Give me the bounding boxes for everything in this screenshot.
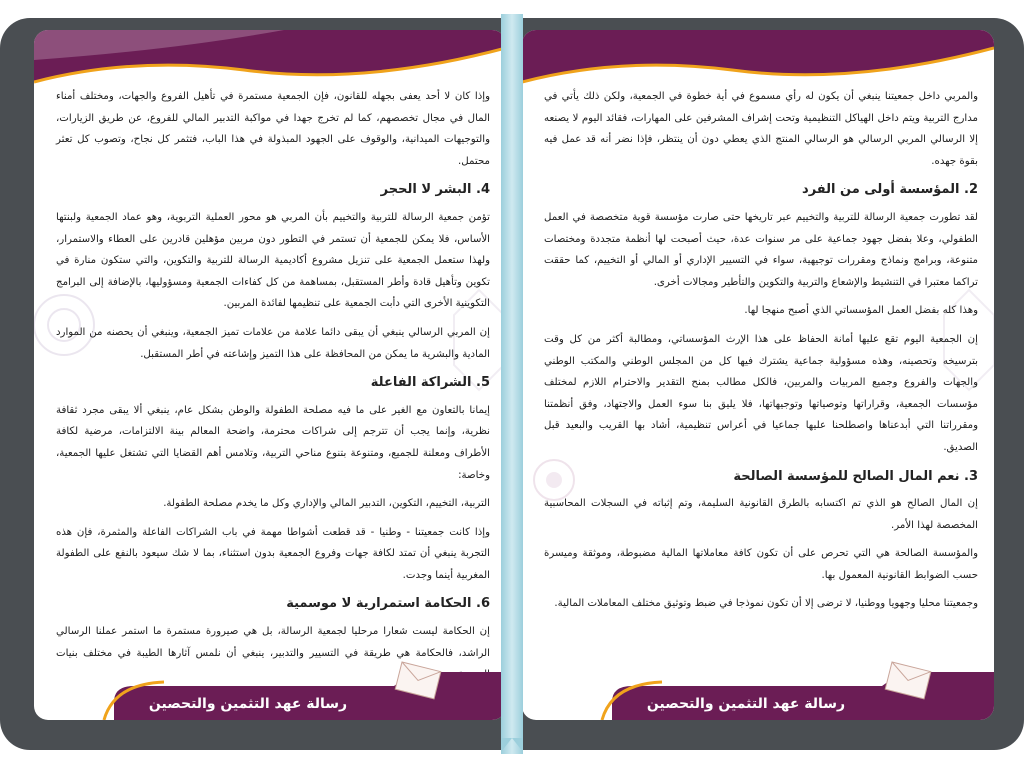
section-heading: 6. الحكامة استمرارية لا موسمية xyxy=(286,596,490,612)
left-page-text xyxy=(56,86,490,693)
top-decoration xyxy=(34,30,506,92)
bookmark-ribbon-tail xyxy=(501,738,523,752)
paragraph: لقد تطورت جمعية الرسالة للتربية والتخييم عبر تاريخها حتى صارت مؤسسة قوية متخصصة في العمل الطفولي، وعلا بفضل جهود جماعية على مر سنوات عدة، حيث أصبحت لها أنظمة متجددة ومختصات متنوعة، وبرامج ونماذج ومقررات توجيهية، سواء في التسيير الإداري أو المالي أو التخييم، كما حققت تراكما معتبرا في التنشيط والإشعاع والتربية والتكوين والتأطير ومجالات أخرى. xyxy=(544,211,978,288)
paragraph: والمؤسسة الصالحة هي التي تحرص على أن تكون كافة معاملاتها المالية مضبوطة، وموثقة وميسرة حسب الضوابط القانونية المعمول بها. xyxy=(544,548,978,581)
section-heading: 5. الشراكة الفاعلة xyxy=(370,375,490,391)
right-page xyxy=(522,30,994,720)
paragraph: وإذا كان لا أحد يعفى بجهله للقانون، فإن الجمعية مستمرة في تأهيل الفروع والجهات، ومختلف أمناء المال في مجال تخصصهم، كما لم تخرج جهدا في مواكبة التدبير المالي للفروع، عن طريق الزيارات، والتوجيهات الميدانية، والوقوف على الجهود المبذولة في هذا الباب، فتثمر كل نجاح، وتصوب كل تعثر محتمل. xyxy=(56,91,490,167)
section-heading: 2. المؤسسة أولى من الفرد xyxy=(802,182,978,198)
paragraph: وجمعيتنا محليا وجهويا ووطنيا، لا ترضى إلا أن تكون نموذجا في ضبط وتوثيق مختلف المعاملات المالية. xyxy=(554,598,978,610)
section-heading: 4. البشر لا الحجر xyxy=(380,182,490,198)
footer-title: رسالة عهد التثمين والتحصين xyxy=(646,696,846,712)
paragraph: إن الحكامة ليست شعارا مرحليا لجمعية الرسالة، بل هي صيرورة مستمرة ما استمر عملنا الرسالي الراشد، فالحكامة هي طريقة في التسيير والتدبير، ينبغي أن نلمس آثارها الطيبة في مختلف بنيات xyxy=(56,626,490,659)
paragraph: إن المال الصالح هو الذي تم اكتسابه بالطرق القانونية السليمة، وتم إثباته في السجلات المحاسبية المخصصة لهذا الأمر. xyxy=(544,498,978,531)
bookmark-ribbon xyxy=(501,14,523,754)
right-page-text xyxy=(544,86,978,622)
paragraph: إن المربي الرسالي ينبغي أن يبقى دائما علامة من علامات تميز الجمعية، وينبغي أن يحصنه من الموارد المادية والبشرية ما يمكن من المحافظة على هذا التميز وإشاعته في أطر المستقبل. xyxy=(56,326,490,360)
left-page xyxy=(34,30,506,720)
footer-title: رسالة عهد التثمين والتحصين xyxy=(148,696,348,712)
paragraph: والمربي داخل جمعيتنا ينبغي أن يكون له رأي مسموع في أية خطوة في الجمعية، ولكن ذلك يأتي في مدارج التربية ويتم داخل الهياكل التنظيمية وتحت إشراف المشرفين على المهارات، فقائد اليوم لا يصنعه إلا الرسالي المربي الرسالي هو الرسالي المنتج الذي يعطي دون أن ينتظر، فإذا نضر أنه قد عمل فيه بقوة جهده. xyxy=(544,91,978,167)
paragraph: إن الجمعية اليوم تقع عليها أمانة الحفاظ على هذا الإرث المؤسساتي، ومطالبة أكثر من كل وقت بترسيخه وتحصينه، وهذه مسؤولية جماعية يشترك فيها كل من المجلس الوطني والمكتب الوطني والجهات والفروع وجميع المربيات والمربين، فالكل مطالب بمنح التقدير والاحترام اللازم لمختلف مؤسسات الجمعية، وقراراتها وتوصياتها وتوجيهاتها، فلا يليق بنا سوء العمل والاجتهاد، وفق أنظمتنا ومقرراتنا التي أبدعناها واصطلحنا عليها جماعيا في أعراس تنظيمية، أشاد بها القريب والبعيد قبل الصديق. xyxy=(544,333,978,453)
paragraph: تؤمن جمعية الرسالة للتربية والتخييم بأن المربي هو محور العملية التربوية، وهو عماد الجمعية ولبنتها الأساس، فلا يمكن للجمعية أن تستمر في التطور دون مربين مؤهلين قادرين على العطاء والاستمرار، ولهذا ستعمل الجمعية على تنزيل مشروع أكاديمية الرسالة للتربية والتكوين، والتي ستكون منارة في تكوين وتأهيل قادة وأطر المستقبل، بمساهمة من كل كفاءات الجمعية ومسؤوليها، بالإضافة إلى البرامج التكوينية الأخرى التي دأبت الجمعية على تنظيمها لفائدة المربين. xyxy=(56,211,490,310)
paragraph: وهذا كله بفضل العمل المؤسساتي الذي أصبح منهجا لها. xyxy=(744,305,978,317)
paragraph: وإذا كانت جمعيتنا - وطنيا - قد قطعت أشواطا مهمة في باب الشراكات الفاعلة والمثمرة، فإن هذه التجربة ينبغي أن تمتد لكافة جهات وفروع الجمعية بدون استثناء، بما لا شك سيعود بالنفع على الطفولة المغربية أينما وجدت. xyxy=(56,526,490,581)
paragraph: إيمانا بالتعاون مع الغير على ما فيه مصلحة الطفولة والوطن بشكل عام، ينبغي ألا يبقى مجرد ثقافة نظرية، وإنما يجب أن تترجم إلى شراكات محترمة، واضحة المعالم بينة الالتزامات، مرضية لكافة الأطراف ومعلنة للجميع، ومتنوعة بتنوع مناحي التربية، وتلامس أهم القضايا التي تشتغل عليها الجمعية، وخاصة: xyxy=(56,404,490,481)
section-heading: 3. نعم المال الصالح للمؤسسة الصالحة xyxy=(733,468,978,484)
top-decoration xyxy=(522,30,994,92)
paragraph: التربية، التخييم، التكوين، التدبير المالي والإداري وكل ما يخدم مصلحة الطفولة. xyxy=(163,498,490,510)
